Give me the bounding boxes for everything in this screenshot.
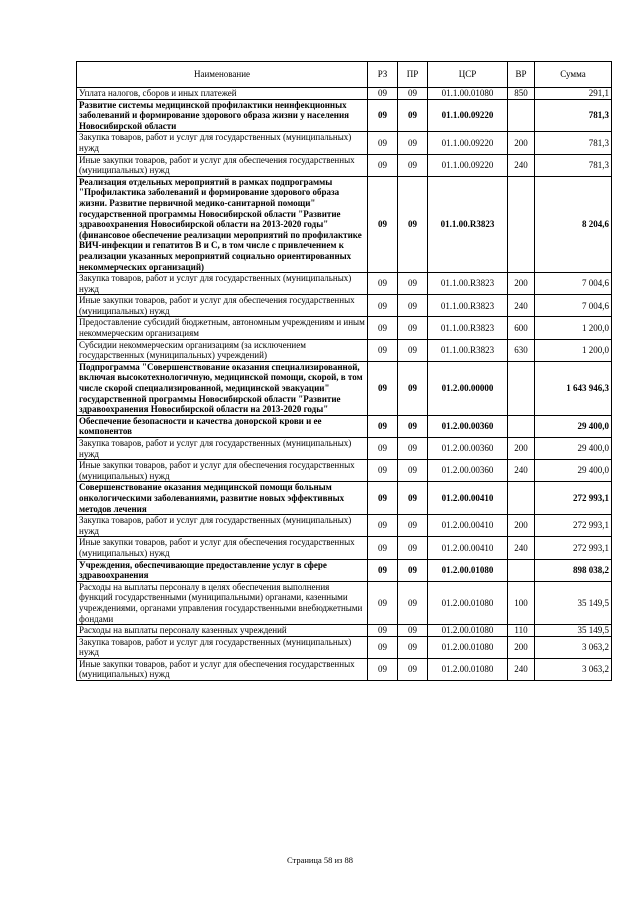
cell-pr: 09 <box>398 295 428 317</box>
cell-rz: 09 <box>368 559 398 581</box>
cell-pr: 09 <box>398 339 428 361</box>
cell-sum: 291,1 <box>535 88 612 100</box>
cell-rz: 09 <box>368 482 398 515</box>
cell-csr: 01.2.00.01080 <box>428 559 508 581</box>
cell-csr: 01.2.00.00360 <box>428 460 508 482</box>
cell-csr: 01.1.00.R3823 <box>428 317 508 339</box>
cell-name: Учреждения, обеспечивающие предоставление услуг в сфере здравоохранения <box>77 559 368 581</box>
cell-rz: 09 <box>368 515 398 537</box>
table-row <box>77 295 612 317</box>
cell-vr: 110 <box>508 625 535 637</box>
cell-sum: 35 149,5 <box>535 625 612 637</box>
cell-name: Подпрограмма "Совершенствование оказания специализированной, включая высокотехнологичную, медицинской помощи, скорой, в том числе скорой специализированной, медицинской эвакуации" государственной программы Новосибирской области "Развитие здравоохранения Новосибирской области на 2013-2020 годы" <box>77 361 368 415</box>
table-row <box>77 537 612 559</box>
column-header-csr: ЦСР <box>428 62 508 88</box>
cell-vr: 600 <box>508 317 535 339</box>
cell-csr: 01.1.00.R3823 <box>428 273 508 295</box>
cell-rz: 09 <box>368 636 398 658</box>
cell-csr: 01.2.00.00410 <box>428 482 508 515</box>
cell-pr: 09 <box>398 99 428 132</box>
cell-vr: 240 <box>508 658 535 680</box>
cell-pr: 09 <box>398 154 428 176</box>
cell-vr: 200 <box>508 438 535 460</box>
table-row <box>77 176 612 272</box>
table-row <box>77 88 612 100</box>
cell-csr: 01.2.00.00000 <box>428 361 508 415</box>
column-header-name: Наименование <box>77 62 368 88</box>
cell-name: Иные закупки товаров, работ и услуг для обеспечения государственных (муниципальных) нужд <box>77 537 368 559</box>
cell-rz: 09 <box>368 317 398 339</box>
table-row <box>77 361 612 415</box>
cell-csr: 01.1.00.R3823 <box>428 295 508 317</box>
cell-rz: 09 <box>368 176 398 272</box>
cell-csr: 01.2.00.00410 <box>428 515 508 537</box>
cell-name: Закупка товаров, работ и услуг для государственных (муниципальных) нужд <box>77 636 368 658</box>
cell-rz: 09 <box>368 154 398 176</box>
cell-csr: 01.2.00.01080 <box>428 658 508 680</box>
cell-pr: 09 <box>398 438 428 460</box>
cell-name: Закупка товаров, работ и услуг для государственных (муниципальных) нужд <box>77 438 368 460</box>
cell-csr: 01.2.00.00360 <box>428 438 508 460</box>
cell-name: Субсидии некоммерческим организациям (за исключением государственных (муниципальных) учреждений) <box>77 339 368 361</box>
column-header-pr: ПР <box>398 62 428 88</box>
cell-vr: 240 <box>508 537 535 559</box>
cell-sum: 7 004,6 <box>535 273 612 295</box>
cell-pr: 09 <box>398 317 428 339</box>
column-header-sum: Сумма <box>535 62 612 88</box>
cell-vr: 200 <box>508 636 535 658</box>
cell-vr: 200 <box>508 132 535 154</box>
cell-name: Расходы на выплаты персоналу казенных учреждений <box>77 625 368 637</box>
cell-csr: 01.1.00.09220 <box>428 99 508 132</box>
table-row <box>77 415 612 437</box>
cell-sum: 29 400,0 <box>535 460 612 482</box>
table-row <box>77 581 612 624</box>
cell-name: Предоставление субсидий бюджетным, автономным учреждениям и иным некоммерческим организациям <box>77 317 368 339</box>
cell-rz: 09 <box>368 537 398 559</box>
page-number: Страница 58 из 88 <box>286 855 354 865</box>
cell-csr: 01.2.00.01080 <box>428 625 508 637</box>
cell-sum: 7 004,6 <box>535 295 612 317</box>
cell-sum: 1 200,0 <box>535 339 612 361</box>
cell-name: Развитие системы медицинской профилактики неинфекционных заболеваний и формирование здорового образа жизни у населения Новосибирской области <box>77 99 368 132</box>
table-row <box>77 273 612 295</box>
table-row <box>77 636 612 658</box>
cell-vr: 200 <box>508 273 535 295</box>
table-body <box>77 88 612 681</box>
cell-csr: 01.1.00.R3823 <box>428 176 508 272</box>
cell-vr: 240 <box>508 295 535 317</box>
cell-sum: 35 149,5 <box>535 581 612 624</box>
cell-rz: 09 <box>368 460 398 482</box>
cell-vr <box>508 99 535 132</box>
table-row <box>77 339 612 361</box>
cell-pr: 09 <box>398 559 428 581</box>
cell-rz: 09 <box>368 273 398 295</box>
cell-rz: 09 <box>368 99 398 132</box>
cell-sum: 29 400,0 <box>535 438 612 460</box>
cell-sum: 272 993,1 <box>535 482 612 515</box>
cell-rz: 09 <box>368 415 398 437</box>
table-row <box>77 317 612 339</box>
cell-sum: 29 400,0 <box>535 415 612 437</box>
cell-name: Иные закупки товаров, работ и услуг для обеспечения государственных (муниципальных) нужд <box>77 295 368 317</box>
cell-pr: 09 <box>398 273 428 295</box>
cell-sum: 8 204,6 <box>535 176 612 272</box>
cell-pr: 09 <box>398 636 428 658</box>
cell-pr: 09 <box>398 625 428 637</box>
cell-pr: 09 <box>398 482 428 515</box>
cell-pr: 09 <box>398 176 428 272</box>
cell-rz: 09 <box>368 581 398 624</box>
cell-vr: 240 <box>508 154 535 176</box>
cell-pr: 09 <box>398 581 428 624</box>
cell-rz: 09 <box>368 438 398 460</box>
cell-pr: 09 <box>398 537 428 559</box>
cell-name: Закупка товаров, работ и услуг для государственных (муниципальных) нужд <box>77 132 368 154</box>
table-row <box>77 99 612 132</box>
cell-csr: 01.1.00.09220 <box>428 154 508 176</box>
cell-sum: 272 993,1 <box>535 537 612 559</box>
cell-csr: 01.2.00.01080 <box>428 581 508 624</box>
cell-vr <box>508 176 535 272</box>
cell-sum: 3 063,2 <box>535 658 612 680</box>
cell-pr: 09 <box>398 515 428 537</box>
cell-csr: 01.2.00.00360 <box>428 415 508 437</box>
table-row <box>77 515 612 537</box>
cell-pr: 09 <box>398 460 428 482</box>
cell-pr: 09 <box>398 132 428 154</box>
cell-vr: 100 <box>508 581 535 624</box>
cell-name: Иные закупки товаров, работ и услуг для обеспечения государственных (муниципальных) нужд <box>77 658 368 680</box>
cell-name: Иные закупки товаров, работ и услуг для обеспечения государственных (муниципальных) нужд <box>77 154 368 176</box>
cell-name: Уплата налогов, сборов и иных платежей <box>77 88 368 100</box>
cell-name: Закупка товаров, работ и услуг для государственных (муниципальных) нужд <box>77 273 368 295</box>
column-header-vr: ВР <box>508 62 535 88</box>
cell-vr: 850 <box>508 88 535 100</box>
cell-vr <box>508 415 535 437</box>
cell-pr: 09 <box>398 415 428 437</box>
cell-pr: 09 <box>398 361 428 415</box>
table-row <box>77 625 612 637</box>
table-row <box>77 154 612 176</box>
cell-vr <box>508 482 535 515</box>
cell-pr: 09 <box>398 658 428 680</box>
cell-rz: 09 <box>368 295 398 317</box>
column-header-rz: РЗ <box>368 62 398 88</box>
cell-rz: 09 <box>368 658 398 680</box>
cell-pr: 09 <box>398 88 428 100</box>
cell-sum: 781,3 <box>535 154 612 176</box>
cell-sum: 898 038,2 <box>535 559 612 581</box>
cell-rz: 09 <box>368 88 398 100</box>
cell-csr: 01.1.00.R3823 <box>428 339 508 361</box>
budget-table <box>76 61 612 681</box>
cell-csr: 01.1.00.01080 <box>428 88 508 100</box>
table-row <box>77 482 612 515</box>
cell-vr <box>508 361 535 415</box>
cell-name: Совершенствование оказания медицинской помощи больным онкологическими заболеваниями, развитие новых эффективных методов лечения <box>77 482 368 515</box>
cell-name: Реализация отдельных мероприятий в рамках подпрограммы "Профилактика заболеваний и формирование здорового образа жизни. Развитие первичной медико-санитарной помощи" государственной программы Новосибирской области "Развитие здравоохранения Новосибирской области на 2013-2020 годы" (финансовое обеспечение реализации мероприятий по профилактике ВИЧ-инфекции и гепатитов B и C, в том числе с привлечением к реализации указанных мероприятий социально ориентированных некоммерческих организаций) <box>77 176 368 272</box>
cell-csr: 01.2.00.00410 <box>428 537 508 559</box>
cell-sum: 3 063,2 <box>535 636 612 658</box>
table-row <box>77 658 612 680</box>
cell-vr: 630 <box>508 339 535 361</box>
cell-name: Иные закупки товаров, работ и услуг для обеспечения государственных (муниципальных) нужд <box>77 460 368 482</box>
table-row <box>77 438 612 460</box>
cell-csr: 01.2.00.01080 <box>428 636 508 658</box>
table-row <box>77 460 612 482</box>
cell-rz: 09 <box>368 625 398 637</box>
table-row <box>77 132 612 154</box>
cell-sum: 781,3 <box>535 132 612 154</box>
cell-csr: 01.1.00.09220 <box>428 132 508 154</box>
cell-name: Расходы на выплаты персоналу в целях обеспечения выполнения функций государственными (муниципальными) органами, казенными учреждениями, органами управления государственными внебюджетными фондами <box>77 581 368 624</box>
table-row <box>77 559 612 581</box>
cell-vr <box>508 559 535 581</box>
cell-vr: 240 <box>508 460 535 482</box>
cell-sum: 1 643 946,3 <box>535 361 612 415</box>
cell-rz: 09 <box>368 132 398 154</box>
cell-sum: 272 993,1 <box>535 515 612 537</box>
cell-sum: 781,3 <box>535 99 612 132</box>
cell-sum: 1 200,0 <box>535 317 612 339</box>
table-header-row <box>77 62 612 88</box>
cell-name: Закупка товаров, работ и услуг для государственных (муниципальных) нужд <box>77 515 368 537</box>
cell-name: Обеспечение безопасности и качества донорской крови и ее компонентов <box>77 415 368 437</box>
cell-vr: 200 <box>508 515 535 537</box>
cell-rz: 09 <box>368 361 398 415</box>
cell-rz: 09 <box>368 339 398 361</box>
